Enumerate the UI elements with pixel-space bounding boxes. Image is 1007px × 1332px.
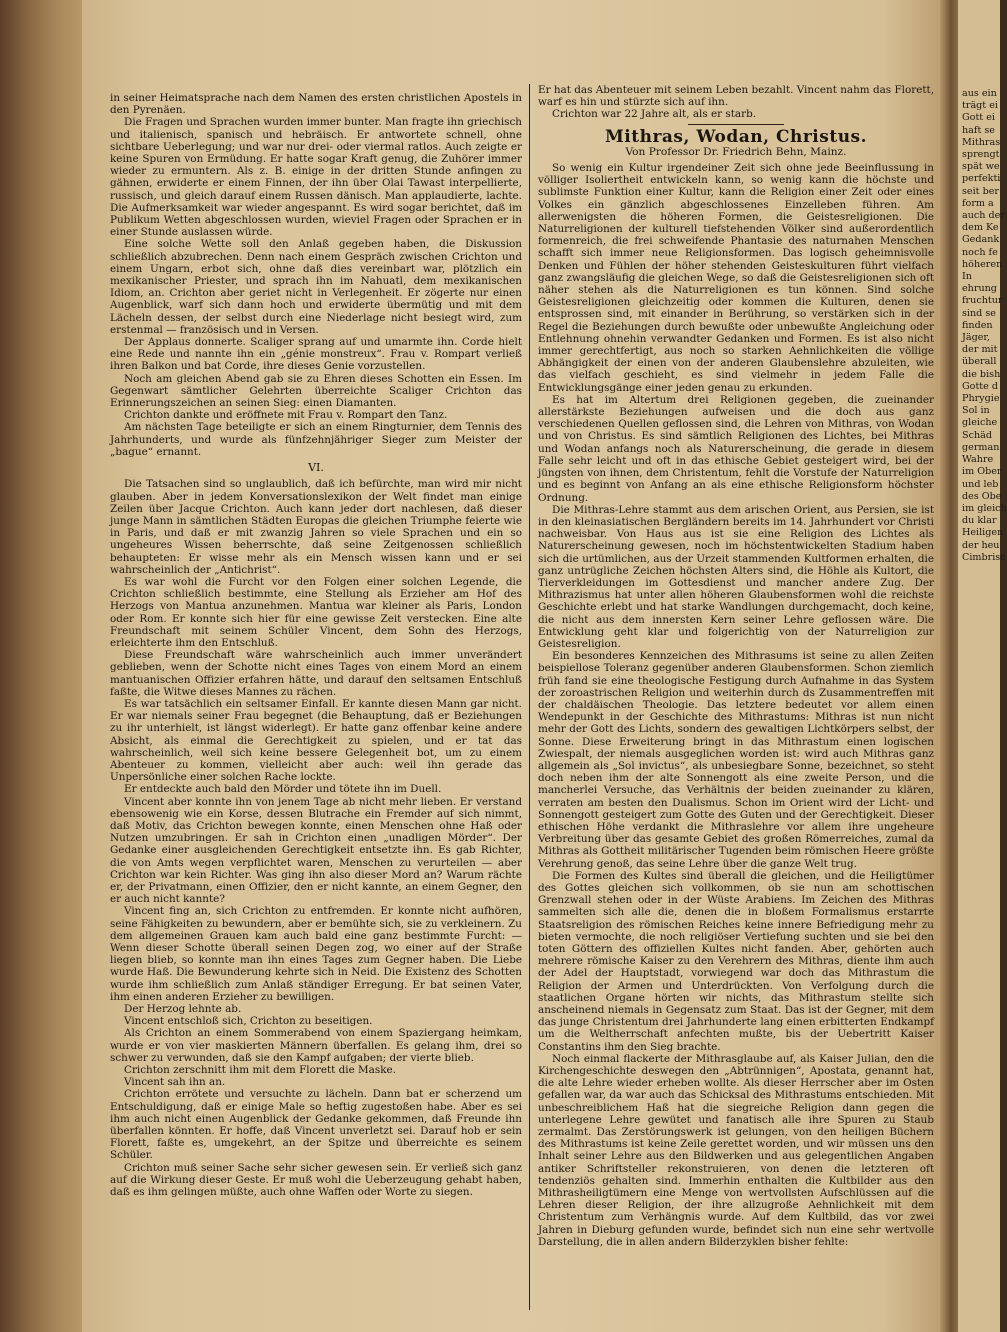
next-page-line: im Ober bbox=[962, 466, 1002, 478]
paragraph: So wenig ein Kultur irgendeiner Zeit sich ohne jede Beeinflussung in völliger Isoliertheit entwickeln kann, so wenig kann die höchste und sublimste Funktion einer Kultur, kann die Religion einer Zeit oder eines Volkes ein gänzlich abgeschlossenes Einzelleben führen. Am allerwenigsten die höheren Formen, die Geistesreligionen. Die Naturreligionen der kulturell tiefstehenden Völker sind außerordentlich formenreich, die frei schweifende Phantasie des naturnahen Menschen schafft sich immer neue Religionsformen. Das logisch geheimnisvolle Denken und Fühlen der höher stehenden Geisteskulturen führt vielfach ganz zwangsläufig die gleichen Wege, so daß die Geistesreligionen sich oft näher stehen als die Naturreligionen es tun können. Sind solche Geistesreligionen gleichzeitig oder kommen die Kulturen, denen sie entsprossen sind, mit einander in Berührung, so verstärken sich in der Regel die Beziehungen durch bewußte oder unbewußte Angleichung oder Entlehnung ohnehin verwandter Gedanken und Formen. Es ist also nicht immer gerechtfertigt, aus noch so starken Aehnlichkeiten die völlige Abhängigkeit der einen von der anderen Glaubenslehre abzuleiten, wie das vielfach geschieht, es sind vielmehr in jedem Falle die Entwicklungsgänge einer jeden genau zu erkunden. bbox=[538, 162, 934, 394]
paragraph: Crichton errötete und versuchte zu lächeln. Dann bat er scherzend um Entschuldigung, daß er einige Male so heftig zugestoßen habe. Aber es sei ihm auch nicht einen Augenblick der Gedanke gekommen, daß Freunde ihn überfallen könnten. Er hoffe, daß Vincent unverletzt sei. Darauf hob er sein Florett, faßte es, umgekehrt, an der Spitze und überreichte es seinem Schüler. bbox=[110, 1088, 522, 1162]
paragraph: Noch einmal flackerte der Mithrasglaube auf, als Kaiser Julian, den die Kirchengeschichte deswegen den „Abtrünnigen“, Apostata, genannt hat, die alte Lehre wieder erheben wollte. Als dieser Herrscher aber im Osten gefallen war, da war auch das Schicksal des Mithrastums entschieden. Mit unbeschreiblichem Haß hat die siegreiche Religion dann gegen die unterlegene Lehre gewütet und fanatisch alle ihre Spuren zu Staub zermalmt. Das Zerstörungswerk ist gelungen, von den heiligen Büchern des Mithrastums ist keine Zeile gerettet worden, und wir müssen uns den Inhalt seiner Lehre aus den Bildwerken und aus gelegentlichen Angaben antiker Schriftsteller rekonstruieren, von denen die letzteren oft tendenziös gehalten sind. Immerhin enthalten die Kultbilder aus den Mithrasheiligtümern eine Menge von wertvollsten Aufschlüssen auf die Lehren dieser Religion, der ihre allzugroße Aehnlichkeit mit dem Christentum zum Verhängnis wurde. Auf dem Kultbild, das vor zwei Jahren in Dieburg gefunden wurde, befindet sich nun eine sehr wertvolle Darstellung, die in allen andern Bilderzyklen bisher fehlte: bbox=[538, 1052, 934, 1248]
next-page-line: aus ein bbox=[962, 88, 997, 99]
right-column-intro bbox=[538, 84, 934, 121]
section-number: VI. bbox=[308, 461, 324, 475]
paragraph: Ein besonderes Kennzeichen des Mithrasums ist seine zu allen Zeiten beispiellose Toleranz gegenüber anderen Glaubensformen. Schon ziemlich früh fand sie eine theologische Festigung durch Aufnahme in das System der zoroastrischen Religion und weiterhin durch ds Zusammentreffen mit der chaldäischen Theologie. Das letztere bedeutet vor allem einen Wendepunkt in der Geschichte des Mithrastums: Mithras ist nun nicht mehr der Gott des Lichts, sondern des gewaltigen Lichtkörpers selbst, der Sonne. Diese Erweiterung bringt in das Mithrastum einen logischen Zwiespalt, der niemals ausgeglichen worden ist: wird auch Mithras ganz allgemein als „Sol invictus“, als unbesiegbare Sonne, bezeichnet, so steht doch neben ihm der alte Sonnengott als eine zweite Person, und die mancherlei Versuche, das Verhältnis der beiden zueinander zu klären, verraten am besten den Dualismus. Schon im Orient wird der Licht- und Sonnengott gesteigert zum Gotte des Guten und der Gerechtigkeit. Dieser ethischen Höhe verdankt die Mithraslehre vor allem ihre ungeheure Verbreitung über das gesamte Gebiet des großen Römerreiches, zumal da Mithras als Gottheit militärischer Tugenden beim römischen Heere größte Verehrung genoß, das seine Lehre über die ganze Welt trug. bbox=[538, 650, 934, 870]
paragraph: Die Fragen und Sprachen wurden immer bunter. Man fragte ihn griechisch und italienisch, spanisch und hebräisch. Er antwortete schnell, ohne sichtbare Ueberlegung; und war nur drei- oder viermal ratlos. Auch zeigte er keine Spuren von Ermüdung. Er hatte sogar Kraft genug, die Zuhörer immer wieder zu ermuntern. Als z. B. einige in der dritten Stunde anfingen zu gähnen, erwiderte er einem Finnen, der ihn über Olai Tawast interpellierte, russisch, und gleich darauf einem Russen dänisch. Man applaudierte, lachte. Die Aufmerksamkeit war wieder angespannt. Es wird sogar berichtet, daß im Publikum Wetten abgeschlossen wurden, wieviel Fragen oder Sprachen er in einer Stunde auslassen würde. bbox=[110, 116, 522, 239]
next-page-line: finden bbox=[962, 319, 993, 331]
article-byline: Von Professor Dr. Friedrich Behn, Mainz. bbox=[625, 145, 847, 158]
paragraph: Der Applaus donnerte. Scaliger sprang auf und umarmte ihn. Corde hielt eine Rede und nannte ihn ein „génie monstreux“. Frau v. Rompart verließ ihren Balkon und bat Corde, ihre dieses Genie vorzustellen. bbox=[110, 336, 522, 373]
article-title: Mithras, Wodan, Christus. bbox=[604, 126, 868, 147]
paragraph: Crichton zerschnitt ihm mit dem Florett die Maske. bbox=[124, 1064, 396, 1077]
next-page-line: des Obe bbox=[962, 490, 1002, 502]
next-page-line: dem Ke bbox=[962, 222, 999, 234]
paragraph: Vincent aber konnte ihn von jenem Tage ab nicht mehr lieben. Er verstand ebensowenig wie ein Korse, dessen Blutrache ein Fremder auf sich nimmt, daß Motiv, das Crichton bewegen konnte, einen Menschen ohne Haß oder Nutzen umzubringen. Er sah in Crichton einen „unadligen Mörder“. Der Gedanke einer ausgleichenden Gerechtigkeit entsetzte ihn. Es gab Richter, die von Amts wegen verpflichtet waren, Menschen zu verurteilen — aber Crichton war kein Richter. Was ging ihn also dieser Mord an? Warum rächte er, der Privatmann, einen Offizier, den er nicht kannte, an einem Gegner, den er auch nicht kannte? bbox=[110, 795, 522, 906]
left-column-paragraphs bbox=[110, 92, 522, 458]
next-page-line: In bbox=[962, 271, 972, 283]
paragraph: Als Crichton an einem Sommerabend von einem Spaziergang heimkam, wurde er von vier maskierten Männern überfallen. Es gelang ihm, drei so schwer zu verwunden, daß sie den Kampf aufgaben; der vierte blieb. bbox=[110, 1027, 522, 1064]
next-page-line: überall bbox=[962, 356, 997, 368]
paragraph: Crichton muß seiner Sache sehr sicher gewesen sein. Er verließ sich ganz auf die Wirkung dieser Geste. Er muß wohl die Ueberzeugung gehabt haben, daß es ihm gelingen müßte, auch ohne Waffen oder Worte zu siegen. bbox=[110, 1161, 522, 1199]
paragraph: Vincent entschloß sich, Crichton zu beseitigen. bbox=[124, 1015, 373, 1028]
next-page-line: Heiligen bbox=[962, 527, 1004, 539]
article-separator bbox=[688, 124, 784, 125]
next-page-line: sprengt bbox=[962, 149, 1000, 161]
paragraph: Es hat im Altertum drei Religionen gegeben, die zueinander allerstärkste Beziehungen aufweisen und die doch aus ganz verschiedenen Quellen geflossen sind, die Lehren von Mithras, von Wodan und von Christus. Es sind sämtlich Religionen des Lichtes, bei Mithras und Wodan anfangs noch als Naturerscheinung, die gerade in diesem Falle sehr leicht und oft in das ethische Gebiet gesteigert wird, bei der jüngsten von ihnen, dem Christentum, fehlt die Vorstufe der Naturreligion und es beginnt von Anfang an als eine ethische Religionsform höchster Ordnung. bbox=[538, 393, 934, 504]
next-page-line: der heu bbox=[962, 539, 1000, 551]
paragraph: Crichton war 22 Jahre alt, als er starb. bbox=[552, 108, 757, 121]
article-body bbox=[538, 162, 934, 1248]
next-page-line: Gotte d bbox=[962, 380, 999, 392]
next-page-line: Wahre bbox=[962, 454, 994, 466]
next-page-text bbox=[962, 88, 1007, 564]
right-column bbox=[538, 84, 934, 1248]
column-rule bbox=[529, 84, 530, 1310]
paragraph: Vincent sah ihn an. bbox=[124, 1076, 226, 1089]
left-column-paragraphs-after bbox=[110, 478, 522, 1198]
next-page-edge bbox=[958, 0, 1007, 1332]
paragraph: Er entdeckte auch bald den Mörder und tötete ihn im Duell. bbox=[124, 783, 442, 796]
next-page-line: Sol in bbox=[962, 405, 990, 417]
next-page-line: du klar bbox=[962, 515, 997, 527]
next-page-line: höheren bbox=[962, 258, 1003, 270]
next-page-line: ehrung bbox=[962, 283, 997, 295]
next-page-line: form a bbox=[962, 197, 994, 209]
next-page-line: auch der bbox=[962, 210, 1005, 222]
next-page-line: gleiche bbox=[962, 417, 998, 429]
paragraph: Vincent fing an, sich Crichton zu entfremden. Er konnte nicht aufhören, seine Fähigkeiten zu bewundern, aber er bemühte sich, sie zu verkleinern. Zu dem allgemeinen Grauen kam auch bald eine ganz bestimmte Furcht: — Wenn dieser Schotte überall seinen Degen zog, wo einer auf der Straße liegen blieb, so konnte man ihn eines Tages zum Gegner haben. Die Liebe wurde Haß. Die Bewunderung kehrte sich in Neid. Die Existenz des Schotten wurde ihm schließlich zum Anlaß ständiger Erregung. Er bat seinen Vater, ihm einen anderen Erzieher zu bewilligen. bbox=[110, 905, 522, 1003]
book-binding bbox=[0, 0, 82, 1332]
next-page-line: Phrygie bbox=[962, 393, 1000, 405]
paragraph: Crichton dankte und eröffnete mit Frau v. Rompart den Tanz. bbox=[124, 409, 448, 422]
next-page-line: fruchtur bbox=[962, 295, 1003, 307]
paragraph: Es war wohl die Furcht vor den Folgen einer solchen Legende, die Crichton schließlich bestimmte, eine Stellung als Erzieher am Hof des Herzogs von Mantua anzunehmen. Mantua war kleiner als Paris, London oder Rom. Er konnte sich hier für eine gewisse Zeit verstecken. Eine alte Freundschaft mit seinem Schüler Vincent, dem Sohn des Herzogs, erleichterte ihm den Entschluß. bbox=[110, 575, 522, 649]
next-page-line: haft se bbox=[962, 124, 995, 136]
next-page-line: der mit bbox=[962, 344, 998, 356]
next-page-line: german bbox=[962, 441, 1000, 453]
paragraph: Die Formen des Kultes sind überall die gleichen, und die Heiligtümer des Gottes gleichen sich vollkommen, ob sie nun am schottischen Grenzwall stehen oder in der Wüste Arabiens. Im Zeichen des Mithras sammelten sich alle die, denen die in bloßem Formalismus erstarrte Staatsreligion des römischen Reiches keine innere Befriedigung mehr zu bieten vermochte, die noch religiöser Vertiefung suchten und sie bei den toten Göttern des offiziellen Kultes nicht fanden. Aber, gehörten auch mehrere römische Kaiser zu den Verehrern des Mithras, diente ihm auch der Adel der Hauptstadt, vorwiegend war doch das Mithrastum die Religion der Armen und Unterdrückten. Von Verfolgung durch die staatlichen Organe hörten wir nichts, das Mithrastum stellte sich anscheinend niemals in Gegensatz zum Staat. Das ist der Gegner, mit dem das junge Christentum drei Jahrhunderte lang einen erbitterten Endkampf um die Weltherrschaft anfechten mußte, bis der Uebertritt Kaiser Constantins ihm den Sieg brachte. bbox=[538, 869, 934, 1053]
next-page-line: Gedank bbox=[962, 234, 1000, 246]
next-page-line: noch fe bbox=[962, 246, 998, 258]
next-page-line: Cimbrisc bbox=[962, 551, 1006, 563]
next-page-line: trägt ei bbox=[962, 100, 998, 112]
paragraph: Die Tatsachen sind so unglaublich, daß ich befürchte, man wird mir nicht glauben. Aber in jedem Konversationslexikon der Welt findet man einige Zeilen über Jacque Crichton. Auch kann jeder dort nachlesen, daß dieser junge Mann in sämtlichen Städten Europas die gleichen Triumphe feierte wie in Paris, und daß er mit zwanzig Jahren so viele Sprachen und ein so ungeheures Wissen beherrschte, daß seine Zeitgenossen schließlich behaupteten: Er wisse mehr als ein Mensch wissen kann und er sei wahrscheinlich der „Antichrist“. bbox=[110, 478, 522, 576]
paragraph: Der Herzog lehnte ab. bbox=[124, 1003, 242, 1016]
next-page-line: seit ber bbox=[962, 185, 999, 197]
paragraph: in seiner Heimatsprache nach dem Namen des ersten christlichen Apostels in den Pyrenäen. bbox=[110, 92, 522, 117]
next-page-line: die bish bbox=[962, 368, 1001, 380]
paragraph: Es war tatsächlich ein seltsamer Einfall. Er kannte diesen Mann gar nicht. Er war niemals seiner Frau begegnet (die Behauptung, daß er Beziehungen zu ihr unterhielt, ist längst widerlegt). Er hatte ganz offenbar keine andere Absicht, als einmal die Gerechtigkeit zu spielen, und er tat das wahrscheinlich, weil sich keine bessere Gelegenheit bot, um zu einem Abenteuer zu kommen, vielleicht aber auch: weil ihn gerade das Unpersönliche einer solchen Rache lockte. bbox=[110, 697, 522, 784]
next-page-line: Gott ei bbox=[962, 112, 995, 124]
paragraph: Diese Freundschaft wäre wahrscheinlich auch immer unverändert geblieben, wenn der Schotte nicht eines Tages von einem Mord an einem mantuanischen Offizier erfahren hätte, und darauf den seltsamen Entschluß faßte, die Witwe dieses Mannes zu rächen. bbox=[110, 649, 522, 698]
next-page-line: Mithras bbox=[962, 136, 1001, 148]
left-column bbox=[110, 92, 522, 1198]
next-page-line: perfekti bbox=[962, 173, 1001, 185]
next-page-line: und leb bbox=[962, 478, 999, 490]
next-page-line: Schäd bbox=[962, 429, 992, 441]
paragraph: Am nächsten Tage beteiligte er sich an einem Ringturnier, dem Tennis des Jahrhunderts, und wurde als fünfzehnjähriger Sieger zum Meister der „bague“ ernannt. bbox=[110, 421, 522, 458]
next-page-line: spät we bbox=[962, 161, 1000, 173]
paragraph: Die Mithras-Lehre stammt aus dem arischen Orient, aus Persien, sie ist in den kleinasiatischen Bergländern bereits im 14. Jahrhundert vor Christi nachweisbar. Von Haus aus ist sie eine Religion des Lichtes als Naturerscheinung gewesen, noch im höchstentwickelten Stadium haben sich die urtümlichen, aus der Urzeit stammenden Kultformen erhalten, die ganz untrügliche Zeichen höchsten Alters sind, die Höhle als Kultort, die Tierverkleidungen im Gottesdienst und mancher andere Zug. Der Mithrazismus hat unter allen höheren Glaubensformen wohl die reichste Geschichte erlebt und hat starke Wandlungen durchgemacht, doch keine, die nicht aus dem innersten Kern seiner Lehre geflossen wäre. Die Entwicklung geht klar und folgerichtig von der Naturreligion zur Geistesreligion. bbox=[538, 503, 934, 650]
paragraph: Noch am gleichen Abend gab sie zu Ehren dieses Schotten ein Essen. Im Gegenwart sämtlicher Gelehrten überreichte Scaliger Crichton das Erinnerungszeichen an seinen Sieg: einen Diamanten. bbox=[110, 372, 522, 410]
next-page-line: Jäger, bbox=[962, 332, 990, 344]
next-page-line: im gleich bbox=[962, 502, 1007, 514]
paragraph: Er hat das Abenteuer mit seinem Leben bezahlt. Vincent nahm das Florett, warf es hin und stürzte sich auf ihn. bbox=[538, 84, 934, 109]
next-page-line: sind se bbox=[962, 307, 996, 319]
paragraph: Eine solche Wette soll den Anlaß gegeben haben, die Diskussion schließlich abzubrechen. Denn nach einem Gespräch zwischen Crichton und einem Ungarn, erbot sich, ohne daß dies vereinbart war, plötzlich ein mexikanischer Priester, und sprach ihn im Nahuatl, dem mexikanischen Idiom, an. Crichton aber geriet nicht in Verlegenheit. Er zögerte nur einen Augenblick, warf sich dann hoch und erwiderte übermütig und mit dem Lächeln dessen, der selbst durch eine Niederlage nicht besiegt wird, zum erstenmal — französisch und in Versen. bbox=[110, 238, 522, 336]
